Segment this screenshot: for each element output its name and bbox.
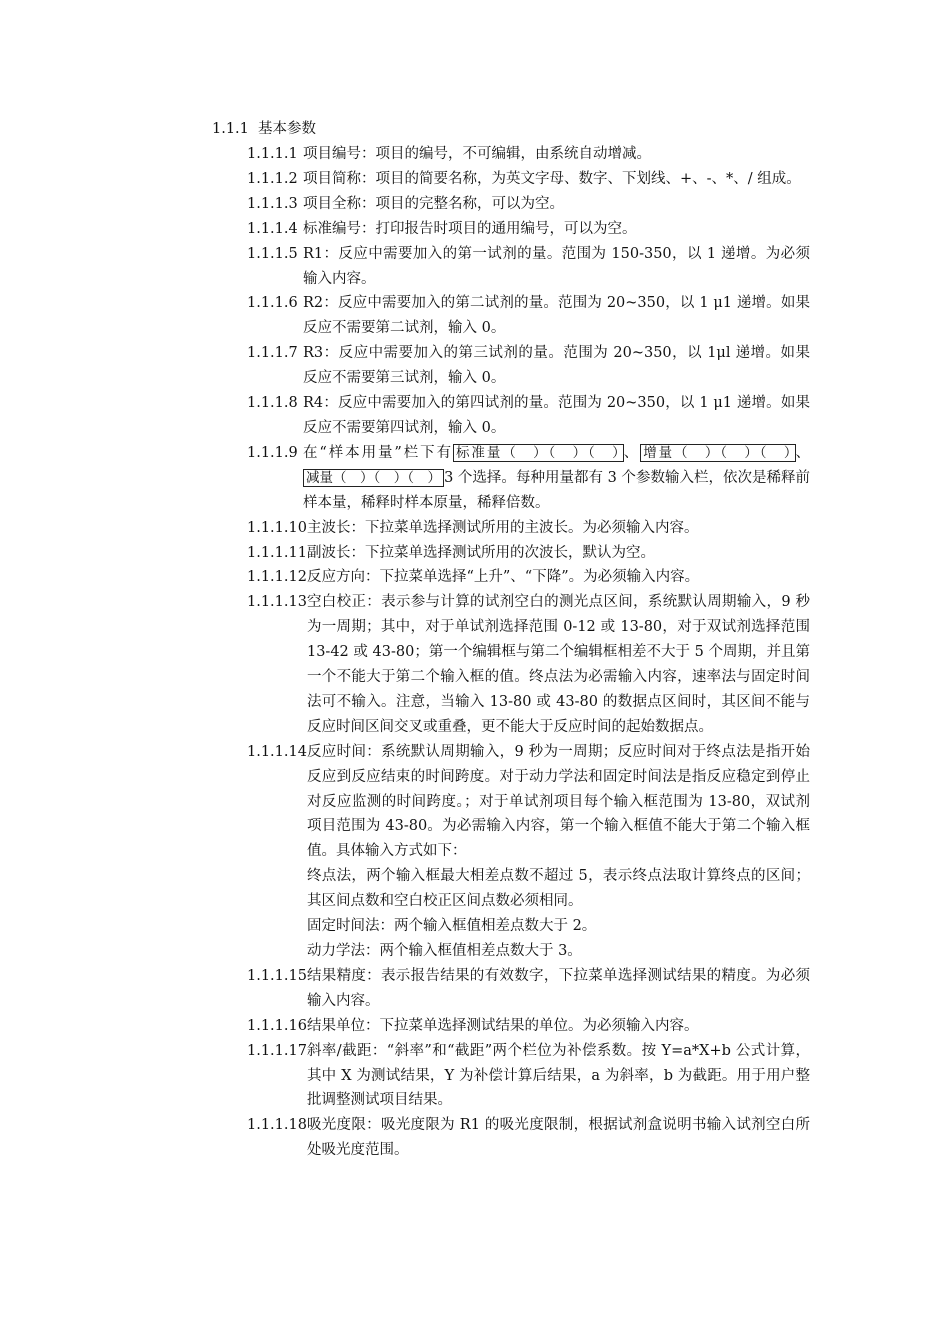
item-number: 1.1.1.15 xyxy=(247,967,307,984)
item-text: 结果精度：表示报告结果的有效数字，下拉菜单选择测试结果的精度。为必须输入内容。 xyxy=(306,967,810,1009)
item-paragraph-kinetic: 动力学法：两个输入框值相差点数大于 3。 xyxy=(306,943,582,959)
list-item xyxy=(247,1014,810,1039)
item-number: 1.1.1.10 xyxy=(247,519,307,536)
item-number: 1.1.1.14 xyxy=(247,743,307,760)
separator: 、 xyxy=(623,444,641,461)
item-number: 1.1.1.5 xyxy=(247,245,298,262)
item-text: 结果单位：下拉菜单选择测试结果的单位。为必须输入内容。 xyxy=(306,1017,699,1034)
item-number: 1.1.1.2 xyxy=(247,170,298,187)
list-item xyxy=(247,1039,810,1114)
separator: 、 xyxy=(795,444,811,461)
item-number: 1.1.1.13 xyxy=(247,594,307,611)
list-item xyxy=(247,242,810,292)
list-item xyxy=(247,217,810,242)
list-item xyxy=(247,565,810,590)
item-number: 1.1.1.7 xyxy=(247,345,298,362)
item-text: 吸光度限：吸光度限为 R1 的吸光度限制，根据试剂盒说明书输入试剂空白所处吸光度范围。 xyxy=(306,1117,810,1159)
item-text: R1：反应中需要加入的第一试剂的量。范围为 150-350，以 1 递增。为必须输入内容。 xyxy=(303,245,810,287)
item-text: 项目全称：项目的完整名称，可以为空。 xyxy=(303,195,564,212)
list-item xyxy=(247,391,810,441)
item-number: 1.1.1.9 xyxy=(247,444,298,461)
decreased-volume-box: 减量（ ）（ ）（ ） xyxy=(303,469,444,487)
list-item xyxy=(247,590,810,739)
item-number: 1.1.1.8 xyxy=(247,395,298,412)
list-item xyxy=(247,167,810,192)
parameter-list xyxy=(247,142,810,1163)
item-number: 1.1.1.18 xyxy=(247,1117,307,1134)
list-item xyxy=(247,341,810,391)
item-text: R3：反应中需要加入的第三试剂的量。范围为 20~350，以 1μl 递增。如果反应不需要第三试剂，输入 0。 xyxy=(303,345,810,387)
item-text: 反应方向：下拉菜单选择“上升”、“下降”。为必须输入内容。 xyxy=(306,569,700,586)
section-number: 1.1.1 xyxy=(212,121,249,137)
item-text: 副波长：下拉菜单选择测试所用的次波长，默认为空。 xyxy=(306,544,655,561)
item-number: 1.1.1.3 xyxy=(247,195,298,212)
item-text: 空白校正：表示参与计算的试剂空白的测光点区间，系统默认周期输入，9 秒为一周期；其中，对于单试剂选择范围 0-12 或 13-80，对于双试剂选择范围 13-42 或 43-80；第一个编辑框与第二个编辑框相差不大于 5 个周期，并且第一个不能大于第二个输入框的值。终点法为必需输入内容，速率法与固定时间法可不输入。注意，当输入 13-80 或 43-80 的数据点区间时，其区间不能与反应时间区间交叉或重叠，更不能大于反应时间的起始数据点。 xyxy=(306,594,810,735)
section-title: 基本参数 xyxy=(258,121,316,137)
item-text: R2：反应中需要加入的第二试剂的量。范围为 20~350，以 1 μ1 递增。如果反应不需要第二试剂，输入 0。 xyxy=(303,295,810,337)
item-number: 1.1.1.1 xyxy=(247,146,298,162)
standard-volume-box: 标准量（ ）（ ）（ ） xyxy=(453,444,624,462)
list-item xyxy=(247,516,810,541)
list-item xyxy=(247,964,810,1014)
item-number: 1.1.1.4 xyxy=(247,220,298,237)
item-number: 1.1.1.12 xyxy=(247,569,307,586)
list-item xyxy=(247,192,810,217)
item-text: 标准编号：打印报告时项目的通用编号，可以为空。 xyxy=(303,220,637,237)
item-paragraph: 反应时间：系统默认周期输入，9 秒为一周期；反应时间对于终点法是指开始反应到反应结束的时间跨度。对于动力学法和固定时间法是指反应稳定到停止对反应监测的时间跨度。；对于单试剂项目每个输入框范围为 13-80，双试剂项目范围为 43-80。为必需输入内容，第一个输入框值不能大于第二个输入框值。具体输入方式如下： xyxy=(306,743,810,860)
item-text: 斜率/截距：“斜率”和“截距”两个栏位为补偿系数。按 Y=a*X+b 公式计算，其中 X 为测试结果，Y 为补偿计算后结果，a 为斜率，b 为截距。用于用户整批调整测试项目结果。 xyxy=(306,1042,810,1109)
item-text xyxy=(307,740,810,964)
list-item-sample-volume xyxy=(247,441,810,516)
item-number: 1.1.1.6 xyxy=(247,295,298,312)
item-paragraph-fixed-time: 固定时间法：两个输入框值相差点数大于 2。 xyxy=(306,918,597,935)
list-item xyxy=(247,541,810,566)
list-item xyxy=(247,142,810,167)
item-text: 主波长：下拉菜单选择测试所用的主波长。为必须输入内容。 xyxy=(306,519,699,536)
list-item-reaction-time xyxy=(247,740,810,964)
item-text xyxy=(303,441,810,516)
increased-volume-box: 增量（ ）（ ）（ ） xyxy=(640,444,795,462)
item-paragraph-endpoint: 终点法，两个输入框最大相差点数不超过 5，表示终点法取计算终点的区间；其区间点数和空白校正区间点数必须相同。 xyxy=(306,868,810,910)
section-heading xyxy=(212,117,316,141)
item-text: 项目简称：项目的简要名称，为英文字母、数字、下划线、+、-、*、/ 组成。 xyxy=(303,170,801,187)
item-number: 1.1.1.11 xyxy=(247,544,307,561)
item-text: R4：反应中需要加入的第四试剂的量。范围为 20~350，以 1 μ1 递增。如果反应不需要第四试剂，输入 0。 xyxy=(303,395,810,436)
list-item xyxy=(247,1113,810,1163)
list-item xyxy=(247,291,810,341)
item-text-suffix: 3 个选择。每种用量都有 3 个参数输入栏，依次是稀释前样本量，稀释时样本原量，稀释倍数。 xyxy=(303,469,811,511)
item-text-prefix: 在“样本用量”栏下有 xyxy=(303,444,453,461)
item-number: 1.1.1.16 xyxy=(247,1017,307,1034)
item-text: 项目编号：项目的编号，不可编辑，由系统自动增减。 xyxy=(303,146,651,162)
item-number: 1.1.1.17 xyxy=(247,1042,307,1059)
